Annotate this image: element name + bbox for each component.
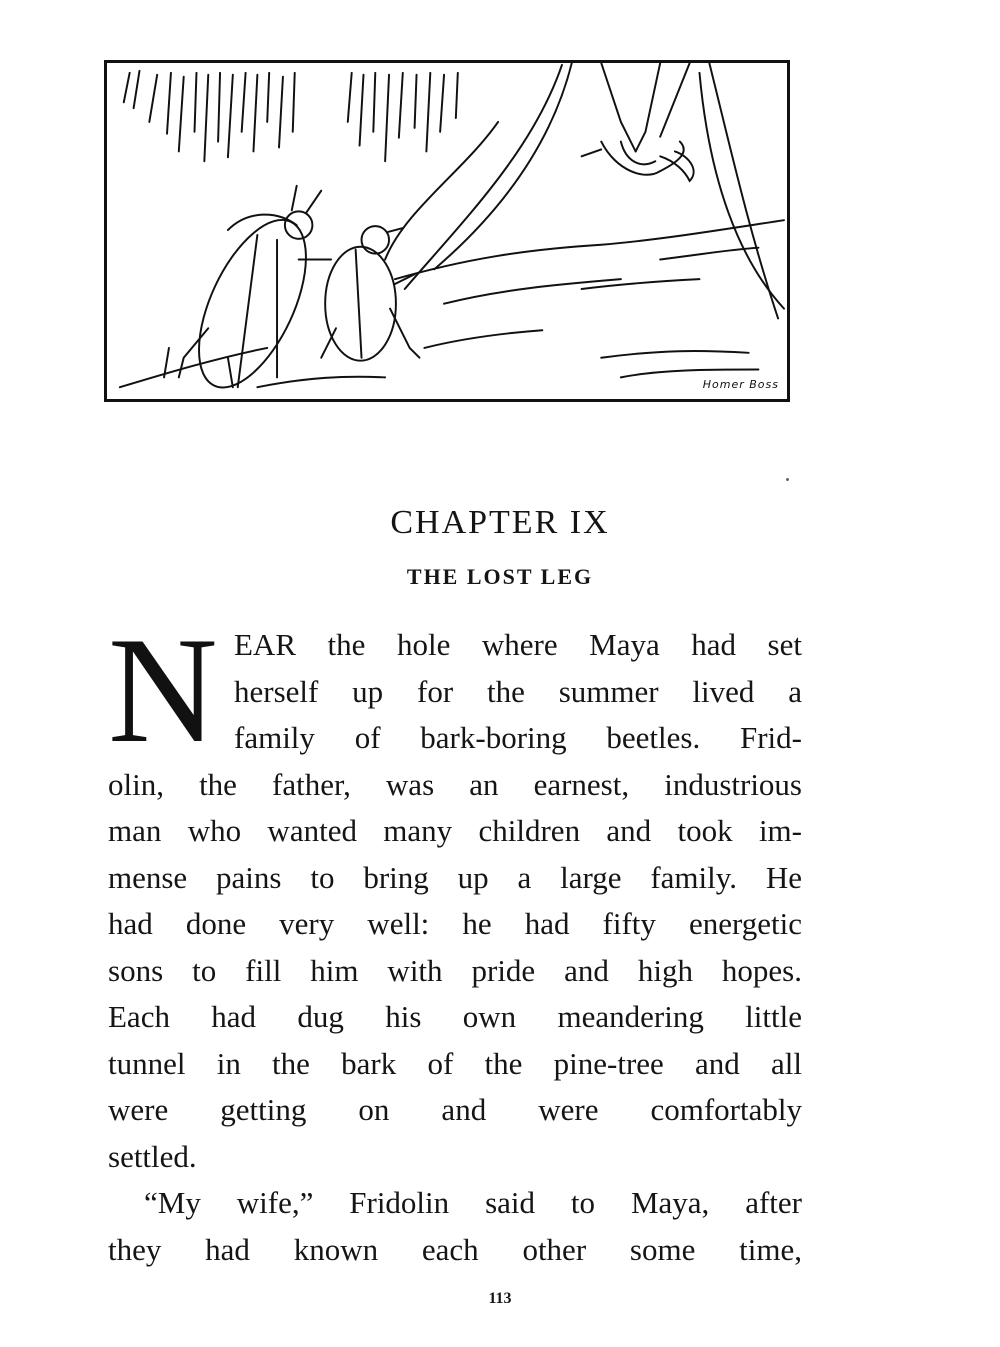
illustrator-signature: Homer Boss	[702, 378, 779, 391]
text-line: they had known each other some time,	[108, 1231, 802, 1267]
text-line: mense pains to bring up a large family. He	[108, 859, 802, 895]
chapter-heading	[0, 504, 1000, 590]
bark-ground	[120, 220, 784, 387]
text-line: “My wife,” Fridolin said to Maya, after	[144, 1185, 802, 1220]
text-line: Each had dug his own meandering little	[108, 999, 802, 1034]
text-line: tunnel in the bark of the pine-tree and all	[108, 1045, 802, 1081]
chapter-title: THE LOST LEG	[406, 564, 594, 589]
page-number: 113	[488, 1290, 512, 1307]
tree-branches	[385, 63, 784, 318]
text-line: EAR the hole where Maya had set	[234, 627, 802, 662]
paper-speck	[786, 478, 789, 481]
text-line: were getting on and were comfortably	[108, 1092, 802, 1127]
text-line: had done very well: he had fifty energetic	[108, 906, 802, 941]
pine-needles	[124, 71, 458, 161]
text-line: man who wanted many children and took im-	[108, 813, 802, 848]
text-line: sons to fill him with pride and high hopes.	[108, 952, 802, 988]
chapter-number: CHAPTER IX	[390, 504, 610, 541]
small-beetle	[321, 226, 419, 361]
chapter-text	[108, 606, 802, 1273]
text-line: olin, the father, was an earnest, industrious	[108, 766, 802, 802]
text-line: family of bark-boring beetles. Frid-	[234, 720, 802, 755]
beetle-illustration-icon	[107, 63, 787, 399]
drop-cap: N	[108, 606, 218, 774]
text-line: herself up for the summer lived a	[234, 673, 802, 709]
text-line: settled.	[108, 1138, 197, 1174]
chapter-illustration	[104, 60, 790, 402]
